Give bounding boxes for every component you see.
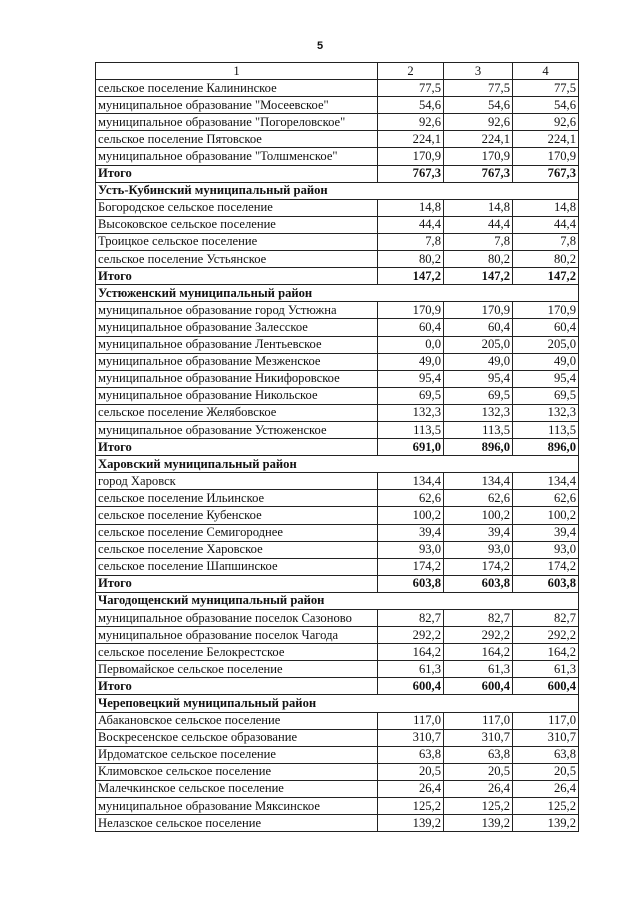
value-cell-col4: 63,8	[513, 746, 579, 763]
table-row	[96, 746, 579, 763]
value-cell-col3: 26,4	[444, 780, 513, 797]
row-name: муниципальное образование Устюженское	[96, 421, 378, 438]
row-name: муниципальное образование поселок Чагода	[96, 627, 378, 644]
value-cell-col2: 69,5	[378, 387, 444, 404]
value-cell-col4: 205,0	[513, 336, 579, 353]
table-row	[96, 815, 579, 832]
row-name: Итого	[96, 575, 378, 592]
value-cell-col2: 54,6	[378, 97, 444, 114]
row-name: муниципальное образование Залесское	[96, 319, 378, 336]
section-header-row	[96, 695, 579, 712]
row-name: Первомайское сельское поселение	[96, 661, 378, 678]
value-cell-col4: 39,4	[513, 524, 579, 541]
value-cell-col4: 139,2	[513, 815, 579, 832]
value-cell-col4: 44,4	[513, 216, 579, 233]
value-cell-col3: 82,7	[444, 610, 513, 627]
value-cell-col3: 170,9	[444, 148, 513, 165]
value-cell-col3: 61,3	[444, 661, 513, 678]
value-cell-col3: 20,5	[444, 763, 513, 780]
value-cell-col4: 69,5	[513, 387, 579, 404]
value-cell-col4: 147,2	[513, 268, 579, 285]
row-name: Ирдоматское сельское поселение	[96, 746, 378, 763]
value-cell-col2: 39,4	[378, 524, 444, 541]
header-cell: 4	[513, 63, 579, 80]
section-header-row	[96, 285, 579, 302]
row-name: Итого	[96, 165, 378, 182]
value-cell-col3: 174,2	[444, 558, 513, 575]
value-cell-col2: 100,2	[378, 507, 444, 524]
value-cell-col2: 60,4	[378, 319, 444, 336]
value-cell-col3: 767,3	[444, 165, 513, 182]
header-row	[96, 63, 579, 80]
value-cell-col2: 164,2	[378, 644, 444, 661]
table-row	[96, 131, 579, 148]
header-cell: 1	[96, 63, 378, 80]
table-row	[96, 780, 579, 797]
value-cell-col3: 77,5	[444, 80, 513, 97]
value-cell-col4: 20,5	[513, 763, 579, 780]
value-cell-col4: 14,8	[513, 199, 579, 216]
value-cell-col4: 60,4	[513, 319, 579, 336]
value-cell-col4: 7,8	[513, 233, 579, 250]
section-title: Усть-Кубинский муниципальный район	[96, 182, 579, 199]
value-cell-col3: 54,6	[444, 97, 513, 114]
value-cell-col2: 170,9	[378, 148, 444, 165]
value-cell-col3: 49,0	[444, 353, 513, 370]
value-cell-col4: 92,6	[513, 114, 579, 131]
value-cell-col3: 113,5	[444, 421, 513, 438]
table-row	[96, 233, 579, 250]
value-cell-col2: 139,2	[378, 815, 444, 832]
value-cell-col2: 49,0	[378, 353, 444, 370]
table-row	[96, 353, 579, 370]
value-cell-col3: 132,3	[444, 404, 513, 421]
value-cell-col2: 7,8	[378, 233, 444, 250]
table-row	[96, 729, 579, 746]
value-cell-col2: 113,5	[378, 421, 444, 438]
value-cell-col3: 224,1	[444, 131, 513, 148]
table-row	[96, 404, 579, 421]
table-row	[96, 251, 579, 268]
header-cell: 2	[378, 63, 444, 80]
total-row	[96, 165, 579, 182]
value-cell-col2: 174,2	[378, 558, 444, 575]
value-cell-col2: 95,4	[378, 370, 444, 387]
value-cell-col3: 164,2	[444, 644, 513, 661]
value-cell-col2: 292,2	[378, 627, 444, 644]
value-cell-col4: 80,2	[513, 251, 579, 268]
row-name: сельское поселение Желябовское	[96, 404, 378, 421]
value-cell-col3: 100,2	[444, 507, 513, 524]
value-cell-col3: 92,6	[444, 114, 513, 131]
value-cell-col2: 14,8	[378, 199, 444, 216]
section-title: Устюженский муниципальный район	[96, 285, 579, 302]
total-row	[96, 678, 579, 695]
value-cell-col2: 125,2	[378, 798, 444, 815]
value-cell-col4: 61,3	[513, 661, 579, 678]
value-cell-col4: 93,0	[513, 541, 579, 558]
value-cell-col2: 224,1	[378, 131, 444, 148]
row-name: муниципальное образование город Устюжна	[96, 302, 378, 319]
value-cell-col4: 132,3	[513, 404, 579, 421]
row-name: сельское поселение Калининское	[96, 80, 378, 97]
row-name: сельское поселение Устьянское	[96, 251, 378, 268]
value-cell-col3: 292,2	[444, 627, 513, 644]
value-cell-col3: 14,8	[444, 199, 513, 216]
table-row	[96, 80, 579, 97]
total-row	[96, 268, 579, 285]
value-cell-col4: 100,2	[513, 507, 579, 524]
value-cell-col2: 44,4	[378, 216, 444, 233]
table-row	[96, 524, 579, 541]
row-name: сельское поселение Шапшинское	[96, 558, 378, 575]
row-name: сельское поселение Белокрестское	[96, 644, 378, 661]
value-cell-col3: 603,8	[444, 575, 513, 592]
value-cell-col2: 310,7	[378, 729, 444, 746]
table-row	[96, 490, 579, 507]
row-name: Малечкинское сельское поселение	[96, 780, 378, 797]
row-name: Итого	[96, 268, 378, 285]
section-header-row	[96, 456, 579, 473]
value-cell-col2: 93,0	[378, 541, 444, 558]
value-cell-col4: 310,7	[513, 729, 579, 746]
value-cell-col4: 164,2	[513, 644, 579, 661]
table-row	[96, 387, 579, 404]
table-row	[96, 97, 579, 114]
row-name: Высоковское сельское поселение	[96, 216, 378, 233]
table-row	[96, 421, 579, 438]
value-cell-col4: 117,0	[513, 712, 579, 729]
value-cell-col4: 603,8	[513, 575, 579, 592]
value-cell-col3: 125,2	[444, 798, 513, 815]
section-header-row	[96, 182, 579, 199]
value-cell-col2: 77,5	[378, 80, 444, 97]
table-row	[96, 558, 579, 575]
value-cell-col2: 767,3	[378, 165, 444, 182]
section-title: Череповецкий муниципальный район	[96, 695, 579, 712]
row-name: Троицкое сельское поселение	[96, 233, 378, 250]
value-cell-col2: 61,3	[378, 661, 444, 678]
value-cell-col3: 117,0	[444, 712, 513, 729]
value-cell-col4: 82,7	[513, 610, 579, 627]
table-row	[96, 661, 579, 678]
value-cell-col2: 691,0	[378, 439, 444, 456]
table-row	[96, 370, 579, 387]
table-row	[96, 798, 579, 815]
value-cell-col2: 80,2	[378, 251, 444, 268]
value-cell-col4: 77,5	[513, 80, 579, 97]
value-cell-col3: 896,0	[444, 439, 513, 456]
value-cell-col4: 49,0	[513, 353, 579, 370]
data-table	[95, 62, 579, 832]
value-cell-col3: 147,2	[444, 268, 513, 285]
value-cell-col3: 134,4	[444, 473, 513, 490]
value-cell-col4: 767,3	[513, 165, 579, 182]
value-cell-col2: 20,5	[378, 763, 444, 780]
value-cell-col2: 117,0	[378, 712, 444, 729]
table-row	[96, 336, 579, 353]
value-cell-col3: 95,4	[444, 370, 513, 387]
row-name: сельское поселение Семигороднее	[96, 524, 378, 541]
table-row	[96, 216, 579, 233]
row-name: Богородское сельское поселение	[96, 199, 378, 216]
table-row	[96, 507, 579, 524]
value-cell-col3: 205,0	[444, 336, 513, 353]
value-cell-col2: 92,6	[378, 114, 444, 131]
row-name: сельское поселение Кубенское	[96, 507, 378, 524]
row-name: муниципальное образование "Погореловское"	[96, 114, 378, 131]
value-cell-col4: 170,9	[513, 148, 579, 165]
row-name: Воскресенское сельское образование	[96, 729, 378, 746]
table-row	[96, 473, 579, 490]
row-name: муниципальное образование Мезженское	[96, 353, 378, 370]
value-cell-col2: 62,6	[378, 490, 444, 507]
page-number: 5	[316, 40, 324, 52]
value-cell-col2: 132,3	[378, 404, 444, 421]
value-cell-col4: 292,2	[513, 627, 579, 644]
value-cell-col2: 603,8	[378, 575, 444, 592]
value-cell-col3: 60,4	[444, 319, 513, 336]
value-cell-col4: 125,2	[513, 798, 579, 815]
row-name: город Харовск	[96, 473, 378, 490]
row-name: муниципальное образование Никольское	[96, 387, 378, 404]
table-row	[96, 627, 579, 644]
section-title: Харовский муниципальный район	[96, 456, 579, 473]
value-cell-col3: 170,9	[444, 302, 513, 319]
value-cell-col3: 44,4	[444, 216, 513, 233]
value-cell-col2: 134,4	[378, 473, 444, 490]
row-name: Итого	[96, 439, 378, 456]
value-cell-col2: 600,4	[378, 678, 444, 695]
section-title: Чагодощенский муниципальный район	[96, 592, 579, 609]
table-row	[96, 644, 579, 661]
total-row	[96, 439, 579, 456]
row-name: муниципальное образование поселок Сазоново	[96, 610, 378, 627]
value-cell-col2: 0,0	[378, 336, 444, 353]
value-cell-col4: 26,4	[513, 780, 579, 797]
value-cell-col4: 600,4	[513, 678, 579, 695]
value-cell-col2: 147,2	[378, 268, 444, 285]
value-cell-col3: 69,5	[444, 387, 513, 404]
value-cell-col3: 310,7	[444, 729, 513, 746]
value-cell-col4: 170,9	[513, 302, 579, 319]
table-row	[96, 302, 579, 319]
row-name: муниципальное образование Лентьевское	[96, 336, 378, 353]
table-row	[96, 148, 579, 165]
row-name: муниципальное образование "Мосеевское"	[96, 97, 378, 114]
value-cell-col4: 62,6	[513, 490, 579, 507]
row-name: Итого	[96, 678, 378, 695]
value-cell-col3: 62,6	[444, 490, 513, 507]
total-row	[96, 575, 579, 592]
table-row	[96, 199, 579, 216]
row-name: муниципальное образование Мяксинское	[96, 798, 378, 815]
value-cell-col4: 134,4	[513, 473, 579, 490]
value-cell-col3: 39,4	[444, 524, 513, 541]
value-cell-col2: 63,8	[378, 746, 444, 763]
value-cell-col2: 26,4	[378, 780, 444, 797]
row-name: Климовское сельское поселение	[96, 763, 378, 780]
row-name: Абакановское сельское поселение	[96, 712, 378, 729]
value-cell-col4: 113,5	[513, 421, 579, 438]
table-row	[96, 541, 579, 558]
value-cell-col2: 82,7	[378, 610, 444, 627]
value-cell-col3: 80,2	[444, 251, 513, 268]
value-cell-col3: 7,8	[444, 233, 513, 250]
table-row	[96, 114, 579, 131]
value-cell-col4: 224,1	[513, 131, 579, 148]
row-name: Нелазское сельское поселение	[96, 815, 378, 832]
header-cell: 3	[444, 63, 513, 80]
value-cell-col2: 170,9	[378, 302, 444, 319]
table-row	[96, 712, 579, 729]
row-name: муниципальное образование "Толшменское"	[96, 148, 378, 165]
row-name: сельское поселение Ильинское	[96, 490, 378, 507]
value-cell-col4: 896,0	[513, 439, 579, 456]
value-cell-col3: 63,8	[444, 746, 513, 763]
row-name: муниципальное образование Никифоровское	[96, 370, 378, 387]
table-row	[96, 763, 579, 780]
value-cell-col4: 95,4	[513, 370, 579, 387]
section-header-row	[96, 592, 579, 609]
value-cell-col3: 139,2	[444, 815, 513, 832]
row-name: сельское поселение Харовское	[96, 541, 378, 558]
table-row	[96, 610, 579, 627]
value-cell-col3: 600,4	[444, 678, 513, 695]
row-name: сельское поселение Пятовское	[96, 131, 378, 148]
value-cell-col4: 174,2	[513, 558, 579, 575]
value-cell-col4: 54,6	[513, 97, 579, 114]
table-row	[96, 319, 579, 336]
value-cell-col3: 93,0	[444, 541, 513, 558]
